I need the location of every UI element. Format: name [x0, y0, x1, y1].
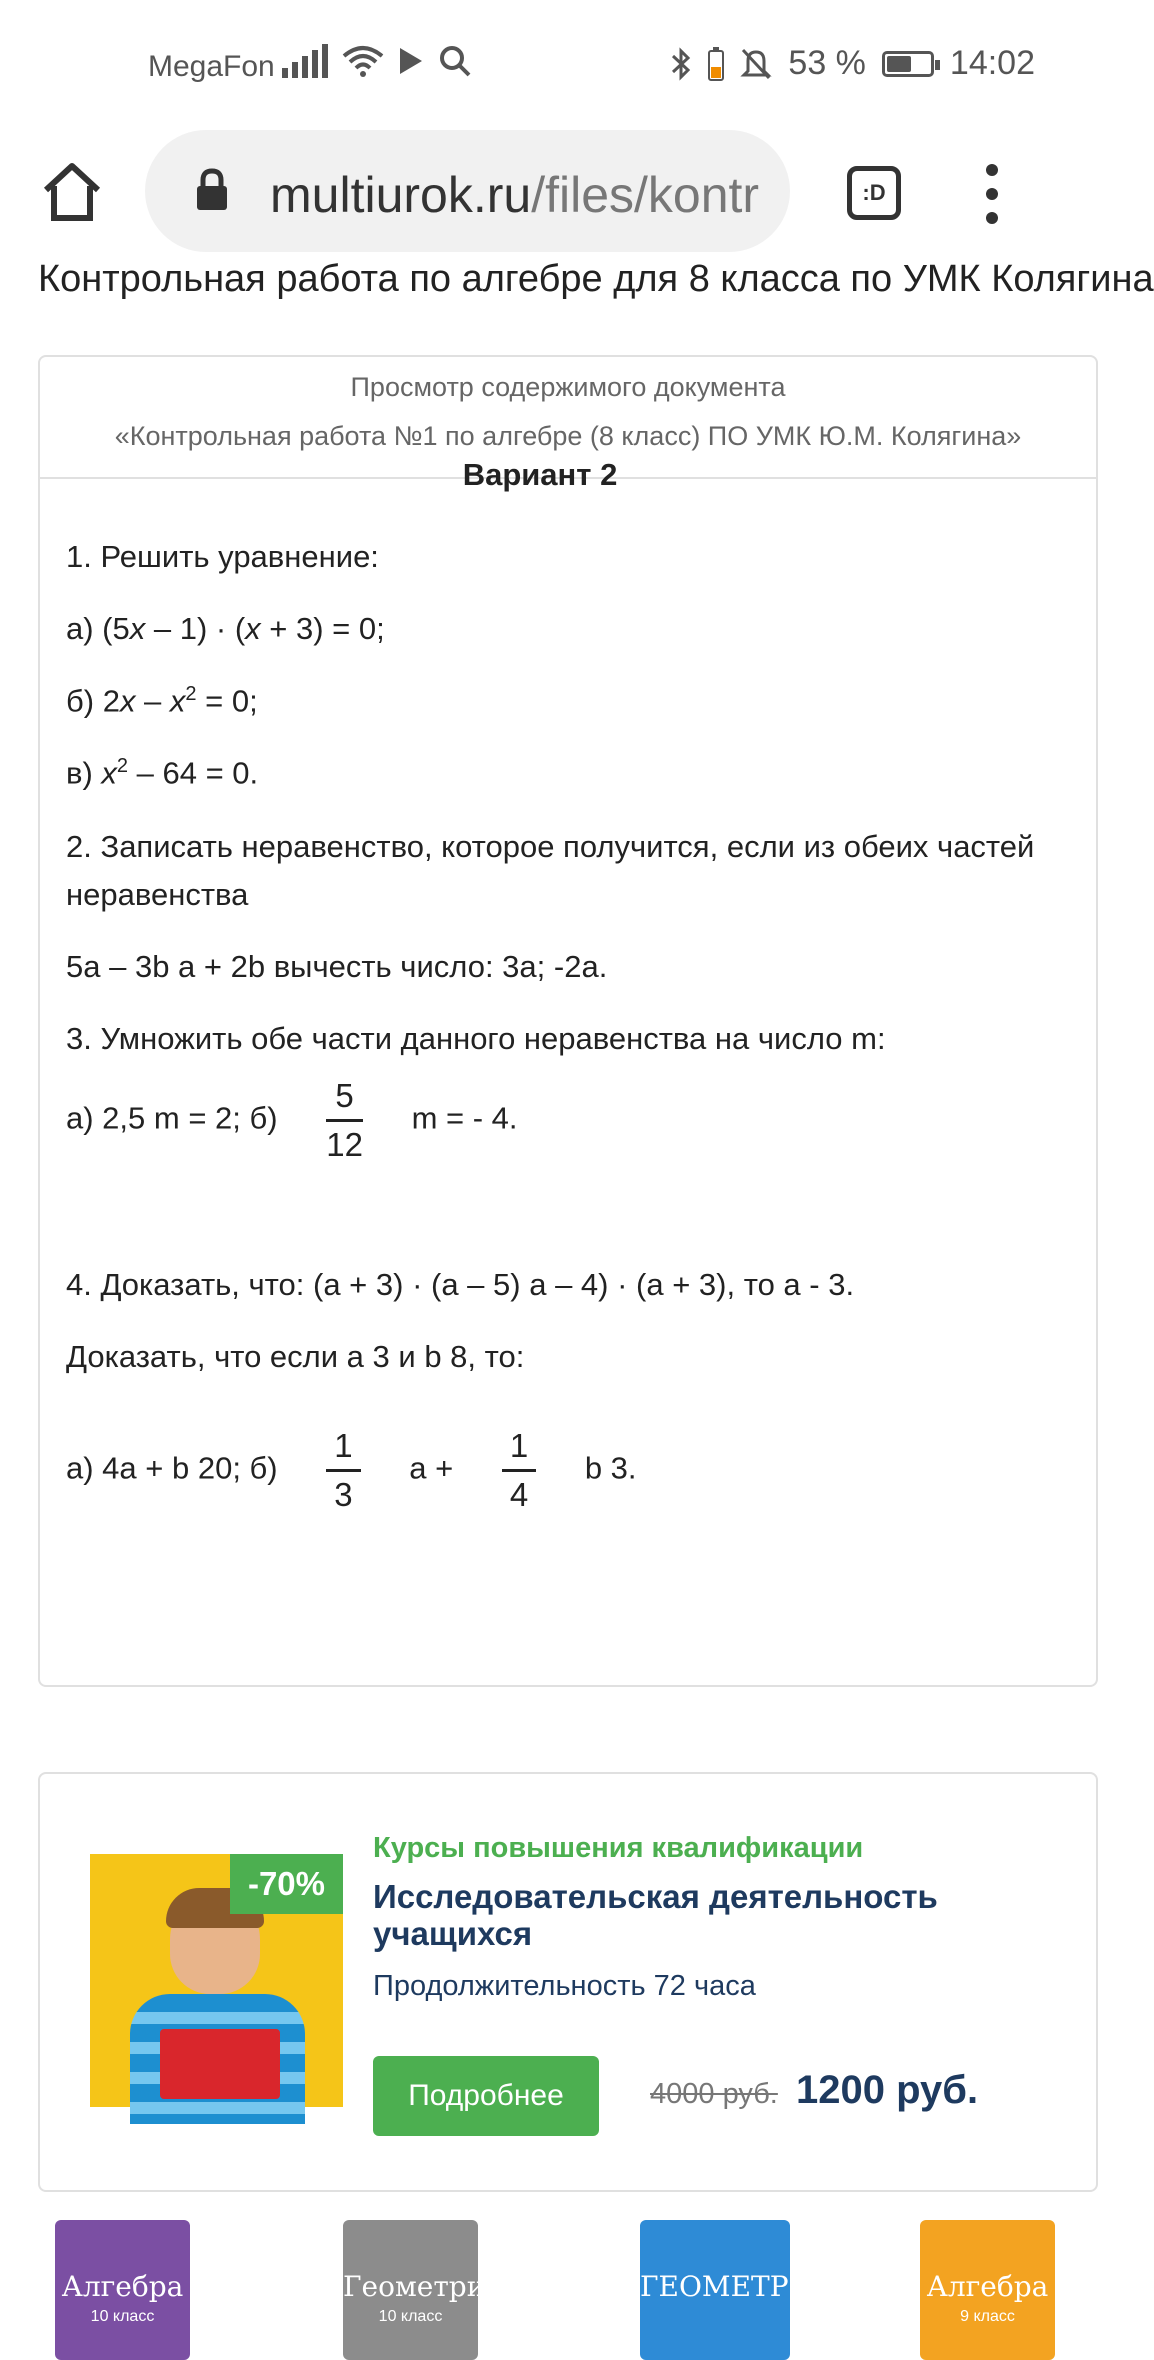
details-button[interactable]: Подробнее — [373, 2056, 599, 2136]
address-bar[interactable] — [145, 130, 790, 252]
task-3: 3. Умножить обе части данного неравенства на число m: — [66, 1021, 886, 1056]
home-icon[interactable] — [40, 160, 104, 224]
overflow-menu-icon[interactable] — [985, 164, 999, 224]
task-2-line1: 2. Записать неравенство, которое получится, если из обеих частей — [66, 829, 1035, 864]
task-1c: в) $x^2 - 64 = 0$. — [66, 755, 259, 791]
product-strip — [0, 2220, 1080, 2340]
task-1: 1. Решить уравнение: — [66, 539, 379, 574]
new-price: 1200 руб. — [796, 2068, 979, 2112]
tabs-button[interactable]: :D — [847, 166, 901, 220]
page-title: Контрольная работа по алгебре для 8 класса по УМК Колягина — [38, 258, 1154, 300]
clock: 14:02 — [949, 44, 1035, 82]
task-5a: а) 4a + b 20; б) $\frac{1}{3}$ a + $\frac{1}{4}$ b 3. — [66, 1427, 637, 1513]
product-geometry-dvd[interactable]: ГЕОМЕТРИЯ — [640, 2220, 790, 2360]
doc-title: «Контрольная работа №1 по алгебре (8 класс) ПО УМК Ю.М. Колягина» — [114, 421, 1022, 451]
search-icon — [438, 44, 472, 78]
course-image[interactable] — [90, 1854, 343, 2107]
lock-icon — [195, 168, 229, 212]
old-price: 4000 руб. — [650, 2078, 778, 2110]
status-bar — [0, 0, 1080, 130]
browser-toolbar — [0, 130, 1080, 270]
fraction-5-12: $\frac{5}{12}$ — [326, 1077, 363, 1163]
variant-heading: Вариант 2 — [462, 457, 618, 492]
bluetooth-icon — [670, 46, 692, 82]
doc-viewer-caption: Просмотр содержимого документа — [350, 372, 786, 402]
task-5: Доказать, что если a 3 и b 8, то: — [66, 1339, 525, 1374]
task-1b: б) $2x - x^2 = 0$; — [66, 683, 258, 719]
task-4: 4. Доказать, что: (a + 3) · (a – 5) a – 4) · (a + 3), то a - 3. — [66, 1267, 855, 1302]
product-algebra-10[interactable]: Алгебра 10 класс — [55, 2220, 190, 2360]
course-ad-card[interactable] — [38, 1772, 1098, 2192]
task-3a: а) 2,5 m = 2; б) $\frac{5}{12}$ m = - 4. — [66, 1077, 518, 1163]
ad-duration: Продолжительность 72 часа — [373, 1970, 756, 2002]
battery-icon — [882, 51, 934, 77]
carrier-label: MegaFon — [148, 50, 275, 83]
product-algebra-9[interactable]: Алгебра 9 класс — [920, 2220, 1055, 2360]
ad-title[interactable]: Исследовательская деятельность учащихся — [373, 1878, 938, 1952]
wifi-icon — [342, 44, 384, 78]
document-viewer[interactable] — [38, 355, 1098, 1687]
discount-badge: -70% — [230, 1854, 343, 1914]
ad-category: Курсы повышения квалификации — [373, 1832, 864, 1864]
fraction-1-4: $\frac{1}{4}$ — [502, 1427, 536, 1514]
task-2-line2: неравенства — [66, 877, 249, 912]
fraction-1-3: $\frac{1}{3}$ — [326, 1427, 360, 1514]
signal-icon — [282, 44, 328, 78]
product-geometry-10[interactable]: Геометрия 10 класс — [343, 2220, 478, 2360]
play-icon — [398, 46, 424, 76]
mute-bell-icon — [740, 47, 772, 81]
battery-low-icon — [708, 47, 724, 81]
battery-percent: 53 % — [788, 44, 866, 82]
task-1a: а) (5x – 1) · (x + 3) = 0; — [66, 611, 385, 646]
url-text[interactable]: multiurok.ru/files/kontr — [270, 167, 760, 223]
task-2-expression: 5a – 3b a + 2b вычесть число: 3a; -2a. — [66, 949, 608, 984]
